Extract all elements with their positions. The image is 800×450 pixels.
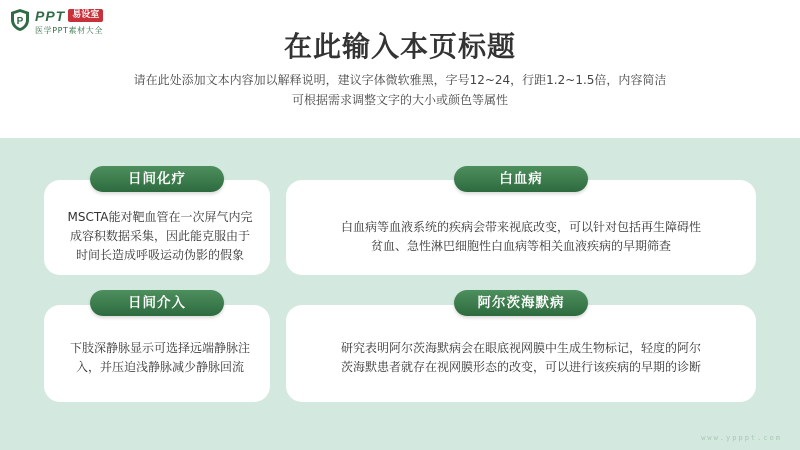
card-body-leukemia: 白血病等血液系统的疾病会带来视底改变，可以针对包括再生障碍性 贫血、急性淋巴细胞性白血病等相关血液疾病的早期筛查 xyxy=(340,220,701,253)
card-title-day-chemo: 日间化疗 xyxy=(90,166,224,192)
card-body-alzheimers: 研究表明阿尔茨海默病会在眼底视网膜中生成生物标记，轻度的阿尔 茨海默患者就存在视网膜形态的改变，可以进行该疾病的早期的诊断 xyxy=(340,341,701,374)
logo-badge: 易设室 xyxy=(68,9,103,22)
card-title-alzheimers: 阿尔茨海默病 xyxy=(454,290,588,316)
card-title-leukemia: 白血病 xyxy=(454,166,588,192)
logo-subtitle: 医学PPT素材大全 xyxy=(35,26,103,35)
watermark: www.ypppt.com xyxy=(701,434,782,442)
page-description xyxy=(100,70,700,110)
header-area xyxy=(0,0,800,138)
card-body-day-chemo: MSCTA能对靶血管在一次屏气内完 成容积数据采集，因此能克服由于 时间长造成呼吸运动伪影的假象 xyxy=(67,210,253,262)
card-title-day-intervention: 日间介入 xyxy=(90,290,224,316)
logo-brand: PPT xyxy=(35,7,66,24)
card-body-day-intervention: 下肢深静脉显示可选择远端静脉注 入，并压迫浅静脉减少静脉回流 xyxy=(69,341,250,374)
description-line: 请在此处添加文本内容加以解释说明，建议字体微软雅黑，字号12~24，行距1.2~1.5倍，内容简洁 xyxy=(133,73,667,87)
page-title: 在此输入本页标题 xyxy=(283,30,516,63)
description-line: 可根据需求调整文字的大小或颜色等属性 xyxy=(291,93,508,107)
svg-text:P: P xyxy=(16,16,24,27)
